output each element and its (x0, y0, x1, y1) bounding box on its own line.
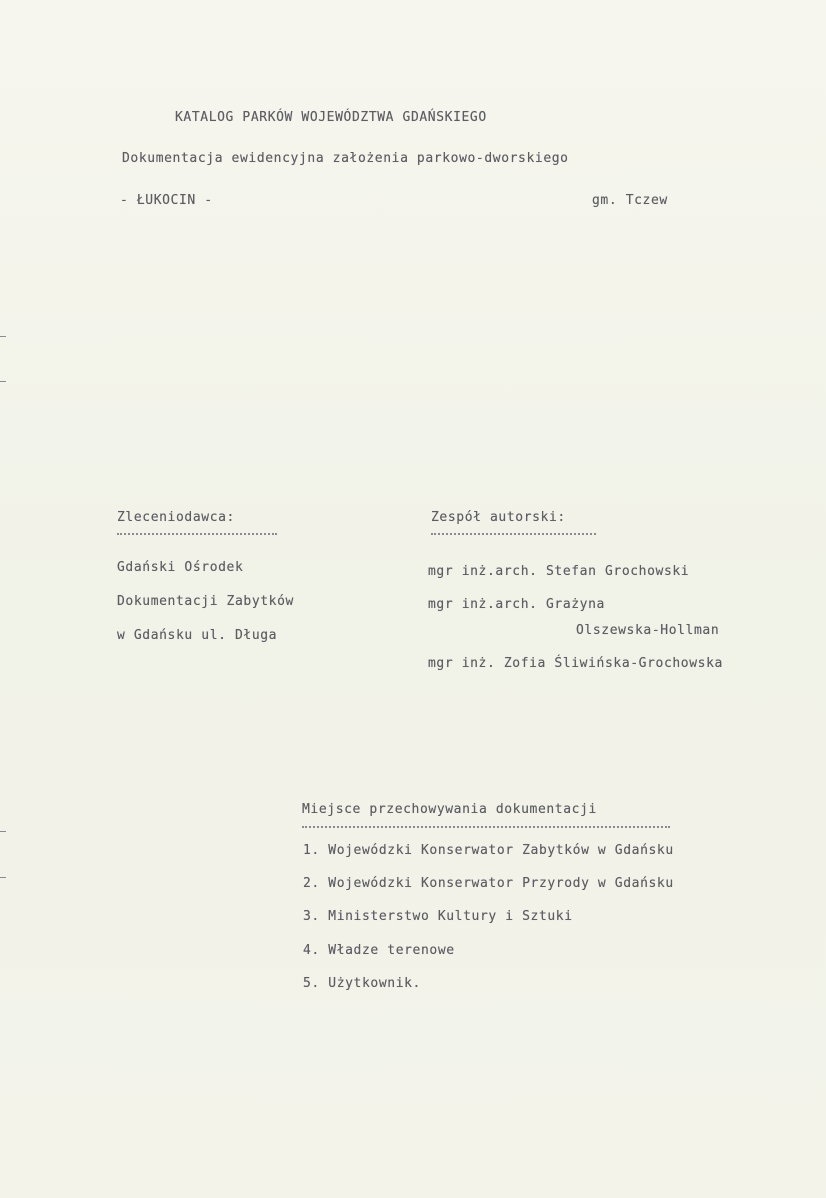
place-name: - ŁUKOCIN - (120, 193, 213, 208)
storage-heading-underline (302, 826, 670, 828)
catalog-title: KATALOG PARKÓW WOJEWÓDZTWA GDAŃSKIEGO (175, 110, 487, 125)
storage-item: 4. Władze terenowe (303, 943, 455, 958)
client-heading-underline (117, 533, 277, 535)
storage-item: 2. Wojewódzki Konserwator Przyrody w Gdańsku (303, 876, 674, 891)
document-subtitle: Dokumentacja ewidencyjna założenia parkowo-dworskiego (122, 151, 569, 166)
client-line: Gdański Ośrodek (117, 560, 244, 575)
margin-mark (0, 877, 6, 878)
client-heading: Zleceniodawca: (117, 510, 235, 525)
storage-item: 1. Wojewódzki Konserwator Zabytków w Gdańsku (303, 843, 674, 858)
author-line: mgr inż. Zofia Śliwińska-Grochowska (428, 656, 723, 671)
margin-mark (0, 381, 6, 382)
author-line: mgr inż.arch. Grażyna (428, 597, 605, 612)
client-line: w Gdańsku ul. Długa (117, 628, 278, 643)
authors-heading-underline (431, 533, 596, 535)
storage-item: 5. Użytkownik. (303, 976, 421, 991)
storage-item: 3. Ministerstwo Kultury i Sztuki (303, 909, 573, 924)
margin-mark (0, 831, 6, 832)
margin-mark (0, 336, 6, 337)
storage-heading: Miejsce przechowywania dokumentacji (302, 802, 597, 817)
author-line: mgr inż.arch. Stefan Grochowski (428, 564, 690, 579)
commune-label: gm. Tczew (592, 193, 668, 208)
authors-heading: Zespół autorski: (431, 510, 566, 525)
author-line: Olszewska-Hollman (576, 623, 720, 638)
client-line: Dokumentacji Zabytków (117, 594, 294, 609)
